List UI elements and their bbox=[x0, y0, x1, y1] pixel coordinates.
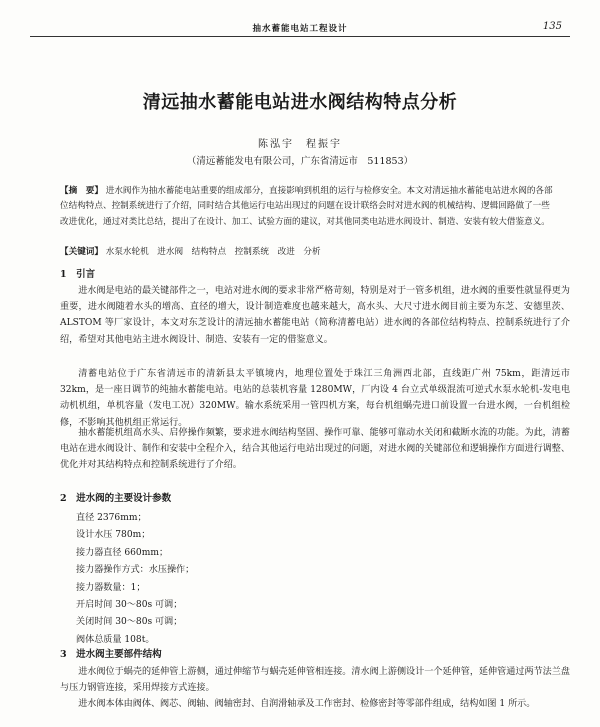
keywords-label: 【关键词】 bbox=[60, 247, 103, 257]
parameter-item: 关闭时间 30～80s 可调； bbox=[76, 617, 183, 628]
parameter-item: 接力器直径 660mm； bbox=[76, 547, 169, 558]
abstract-label: 【摘 要】 bbox=[60, 186, 103, 196]
paragraph: 进水阀本体由阀体、阀芯、阀轴、阀轴密封、自润滑轴承及工作密封、检修密封等零部件组成，结构如图 1 所示。 bbox=[78, 699, 536, 709]
abstract-text: 进水阀作为抽水蓄能电站重要的组成部分，直接影响到机组的运行与检修安全。本文对清远抽水蓄能电站进水阀的各部位结构特点、控制系统进行了介绍，同时结合其他运行电站出现过的问题在设计联络会时对进水阀的机械结构、逻辑回路做了一些改进优化，通过对类比总结，提出了在设计、加工、试验方面的建议，对其他同类电站进水阀设计、制造、安装有较大借鉴意义。 bbox=[60, 186, 553, 227]
running-title: 抽水蓄能电站工程设计 bbox=[252, 24, 348, 34]
parameter-item: 开启时间 30～80s 可调； bbox=[76, 600, 183, 611]
parameter-item: 设计水压 780m； bbox=[76, 530, 151, 541]
abstract bbox=[60, 184, 554, 230]
section-heading-structure: 3 进水阀主要部件结构 bbox=[60, 649, 162, 660]
keywords bbox=[60, 245, 554, 260]
keywords-text: 水泵水轮机 进水阀 结构特点 控制系统 改进 分析 bbox=[105, 247, 321, 257]
parameter-list bbox=[76, 510, 194, 649]
paragraph: 进水阀是电站的最关键部件之一，电站对进水阀的要求非常严格苛刻，特别是对于一管多机组，进水阀的重要性就显得更为重要，进水阀随着水头的增高、直径的增大，设计制造难度也越来越大，高水头、大尺寸进水阀目前主要为东芝、安德里茨、ALSTOM 等厂家设计，本文对东芝设计的清远抽水蓄能电站（简称清蓄电站）进水阀的各部位结构特点、控制系统进行了介绍，希望对其他电站主进水阀设计、制造、安装有一定的借鉴意义。 bbox=[60, 286, 570, 345]
parameter-item: 接力器操作方式：水压操作； bbox=[76, 565, 195, 576]
running-header bbox=[30, 22, 570, 37]
parameter-item: 阀体总质量 108t。 bbox=[76, 634, 155, 645]
paragraph: 清蓄电站位于广东省清远市的清新县太平镇境内，地理位置处于珠江三角洲西北部，直线距广州 75km，距清远市 32km，是一座日调节的纯抽水蓄能电站。电站的总装机容量 1280MW，厂内设 4 台立式单级混流可逆式水泵水轮机-发电电动机机组，单机容量（发电工况）320MW。输水系统采用一管四机方案，每台机组蜗壳进口前设置一台进水阀，一台机组检修，不影响其他机组正常运行。 bbox=[60, 369, 570, 428]
paragraph: 抽水蓄能机组高水头、启停操作频繁，要求进水阀结构坚固、操作可靠、能够可靠动水关闭和截断水流的功能。为此，清蓄电站在进水阀设计、制作和安装中全程介入，结合其他运行电站出现过的问题，对进水阀的关键部位和逻辑操作方面进行调整、优化并对其结构特点和控制系统进行了介绍。 bbox=[60, 428, 570, 471]
paragraph: 进水阀位于蜗壳的延伸管上游侧，通过伸缩节与蜗壳延伸管相连接。清水阀上游侧设计一个延伸管，延伸管通过两节法兰盘与压力钢管连接，采用焊接方式连接。 bbox=[60, 667, 570, 694]
page-number: 135 bbox=[542, 21, 562, 32]
parameter-item: 直径 2376mm； bbox=[76, 513, 147, 523]
authors: 陈泓宇 程振宇 bbox=[258, 139, 342, 150]
paper-title: 清远抽水蓄能电站进水阀结构特点分析 bbox=[142, 92, 458, 113]
section-heading-params: 2 进水阀的主要设计参数 bbox=[60, 493, 172, 504]
parameter-item: 接力器数量：1； bbox=[76, 582, 146, 593]
affiliation: （清远蓄能发电有限公司，广东省清远市 511853） bbox=[186, 156, 414, 167]
section-heading-intro: 1 引言 bbox=[60, 269, 96, 280]
